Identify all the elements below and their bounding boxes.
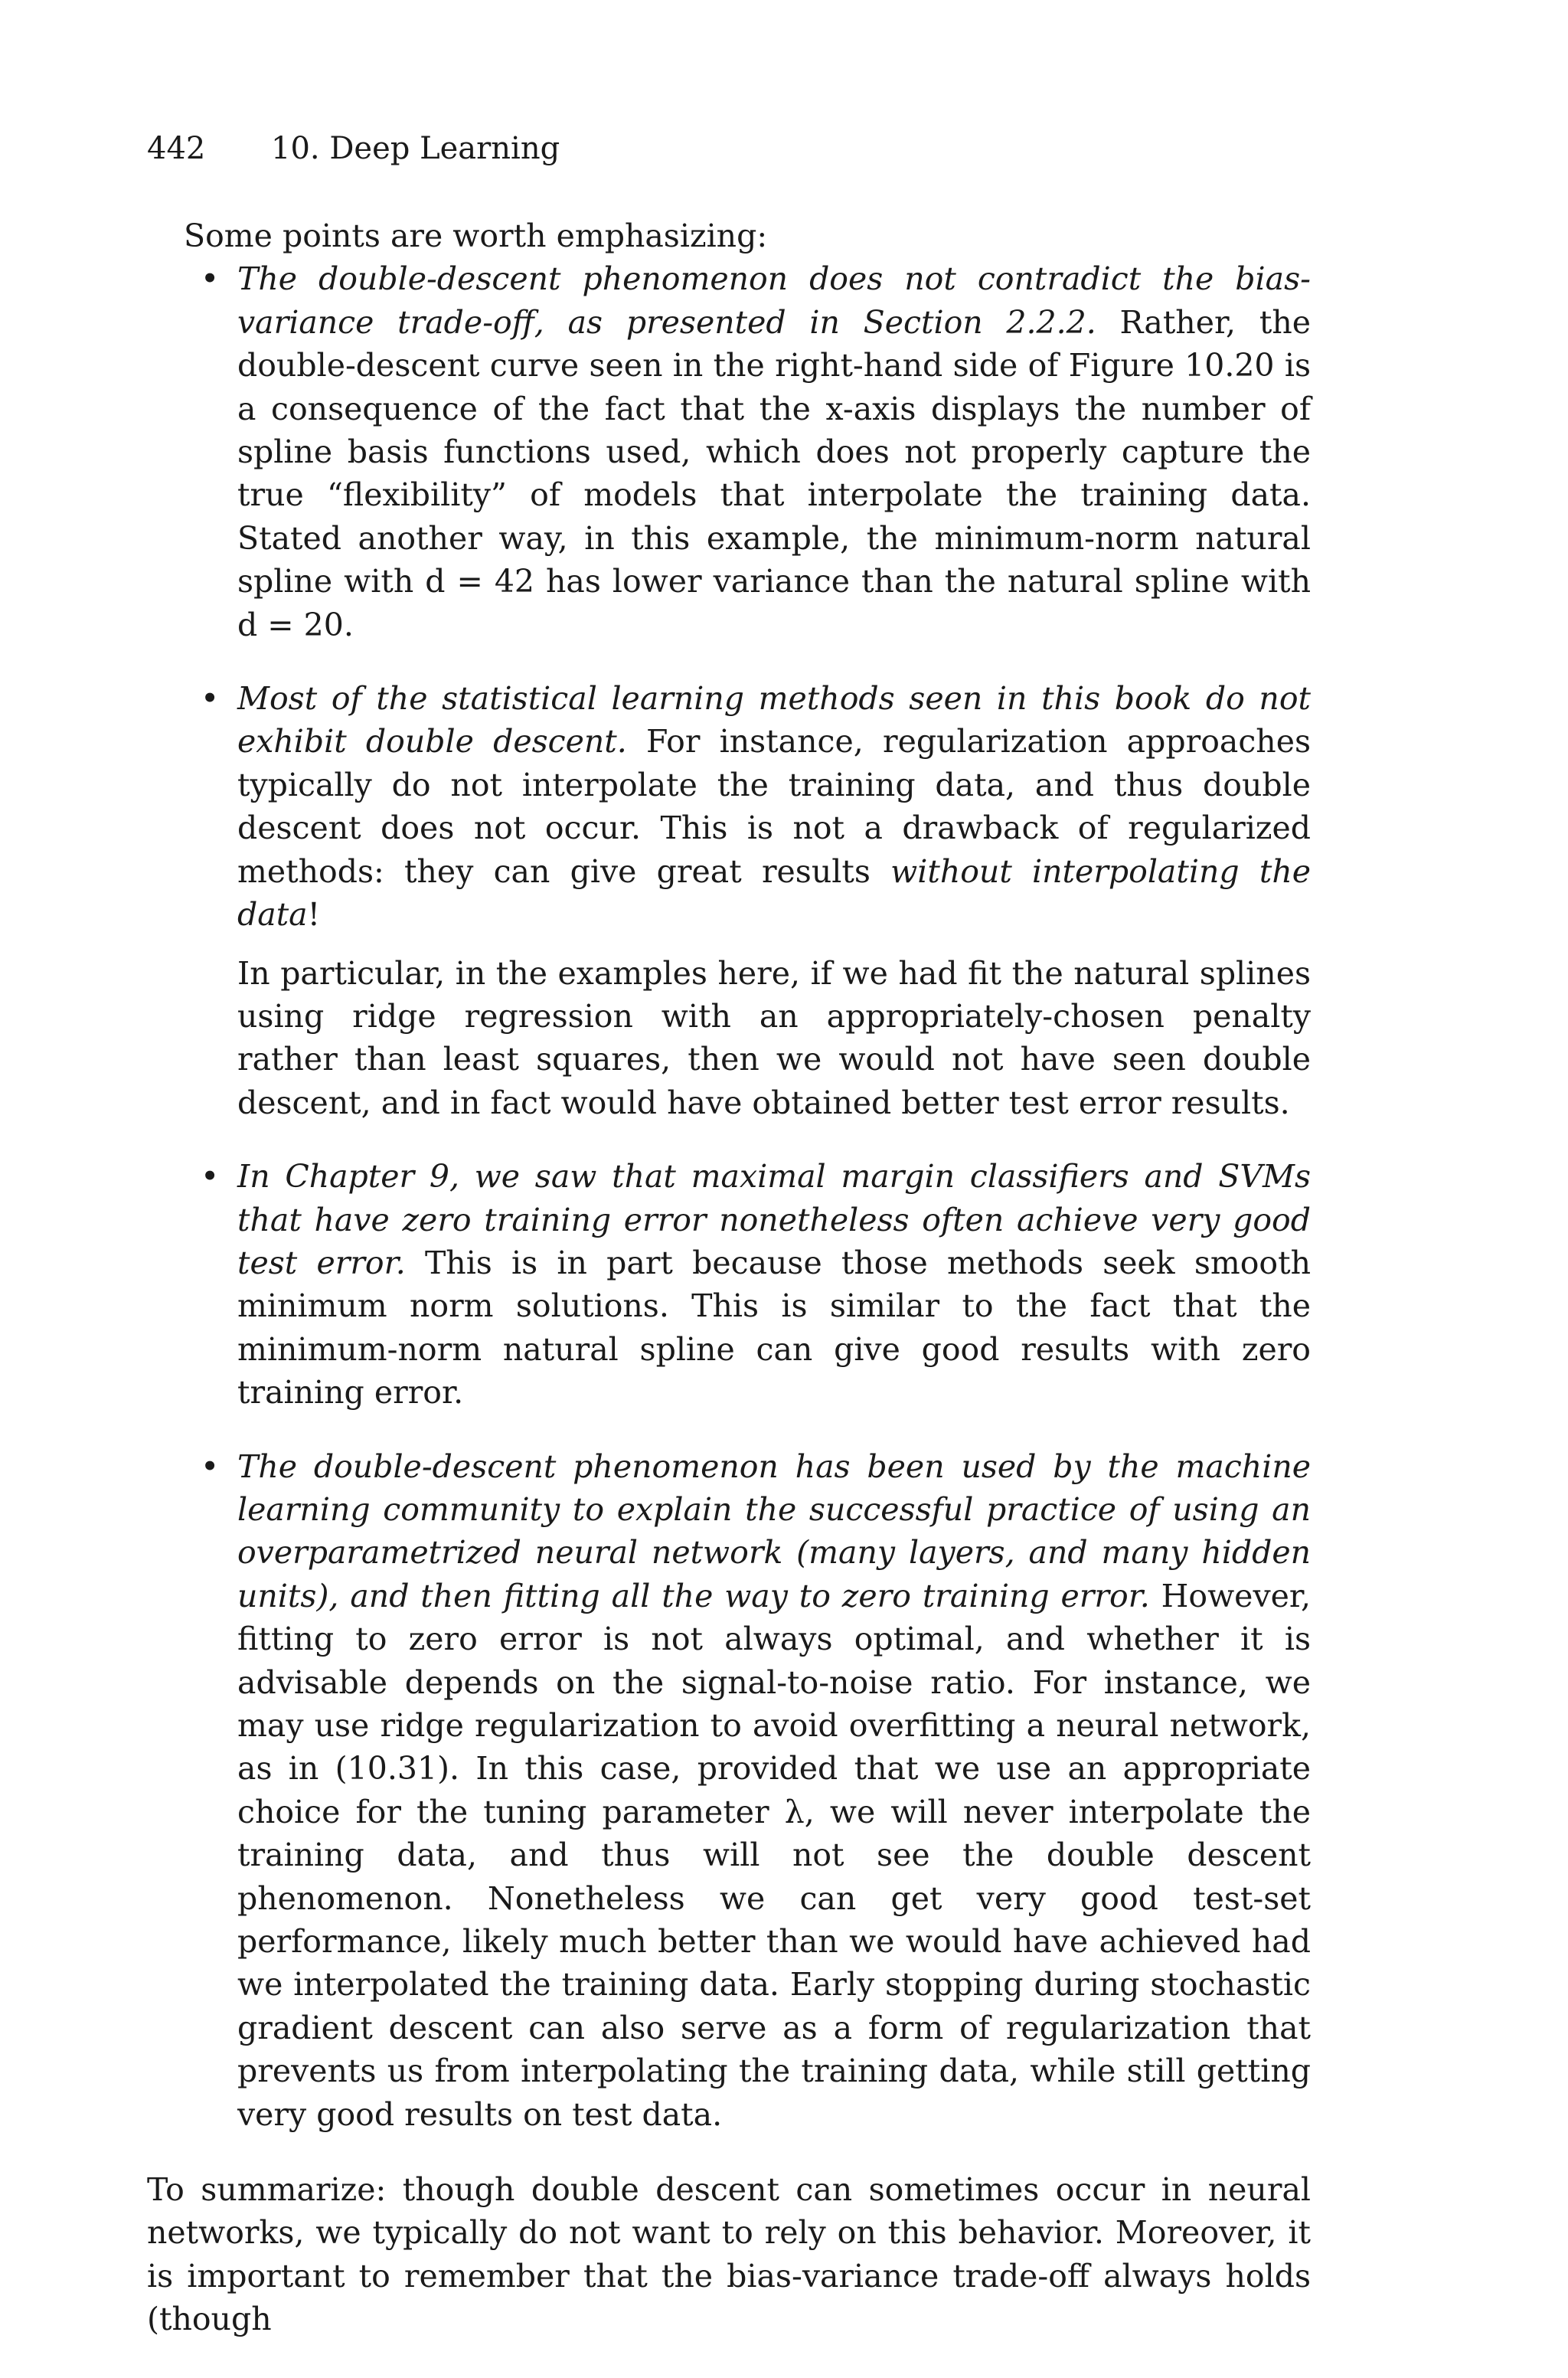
list-item (147, 677, 1311, 1124)
emphasized-claim: The double-descent phenomenon has been used by the machine learning community to explain the successful practice of using an overparametrized neural network (many layers, and many hidden units), and then fitting all the way to zero training error. (237, 1447, 1311, 1614)
emphasized-phrase: without interpolating the data (237, 852, 1312, 934)
page-number: 442 (147, 131, 206, 166)
item-body: This is in part because those methods seek smooth minimum norm solutions. This is similar to the fact that the minimum-norm natural spline can give good results with zero training error. (237, 1244, 1311, 1411)
intro-sentence: Some points are worth emphasizing: (184, 218, 768, 254)
running-header (147, 127, 560, 170)
item-body: Rather, the double-descent curve seen in the right-hand side of Figure 10.20 is a consequence of the fact that the x-axis displays the number of spline basis functions used, which does not properly capture the true “flexibility” of models that interpolate the training data. Stated another way, in this example, the minimum-norm natural spline with d = 42 has lower variance than the natural spline with d = 20. (237, 303, 1312, 643)
summary-paragraph: To summarize: though double descent can sometimes occur in neural networks, we typically do not want to rely on this behavior. Moreover, it is important to remember that the bias-variance trade-off always holds (though (147, 2171, 1311, 2338)
emphasized-claim: In Chapter 9, we saw that maximal margin classifiers and SVMs that have zero training error nonetheless often achieve very good test error. (237, 1158, 1311, 1281)
list-item-paragraph (237, 1155, 1311, 1414)
list-item (147, 1155, 1311, 1414)
list-item (147, 1445, 1311, 2137)
list-item-paragraph (237, 257, 1311, 646)
item-body-end: ! (307, 896, 321, 934)
list-item-subparagraph: In particular, in the examples here, if we had fit the natural splines using ridge regression with an appropriately-chosen penalty rather than least squares, then we would not have seen double descent, and in fact would have obtained better test error results. (237, 954, 1311, 1121)
list-item-paragraph (237, 677, 1311, 936)
list-item-paragraph (237, 1445, 1311, 2137)
chapter-title: 10. Deep Learning (271, 131, 560, 166)
list-item (147, 257, 1311, 646)
item-body: However, fitting to zero error is not always optimal, and whether it is advisable depends on the signal-to-noise ratio. For instance, we may use ridge regularization to avoid overfitting a neural network, as in (10.31). In this case, provided that we use an appropriate choice for the tuning parameter λ, we will never interpolate the training data, and thus will not see the double descent phenomenon. Nonetheless we can get very good test-set performance, likely much better than we would have achieved had we interpolated the training data. Early stopping during stochastic gradient descent can also serve as a form of regularization that prevents us from interpolating the training data, while still getting very good results on test data. (237, 1577, 1312, 2133)
emphasis-list (147, 257, 1311, 2136)
emphasized-claim: Most of the statistical learning methods seen in this book do not exhibit double descent. (237, 680, 1311, 761)
body-text (147, 214, 1311, 2341)
emphasized-claim: The double-descent phenomenon does not contradict the bias-variance trade-off, as presented in Section 2.2.2. (237, 260, 1311, 341)
item-body: For instance, regularization approaches typically do not interpolate the training data, and thus double descent does not occur. This is not a drawback of regularized methods: they can give great results (237, 723, 1311, 890)
